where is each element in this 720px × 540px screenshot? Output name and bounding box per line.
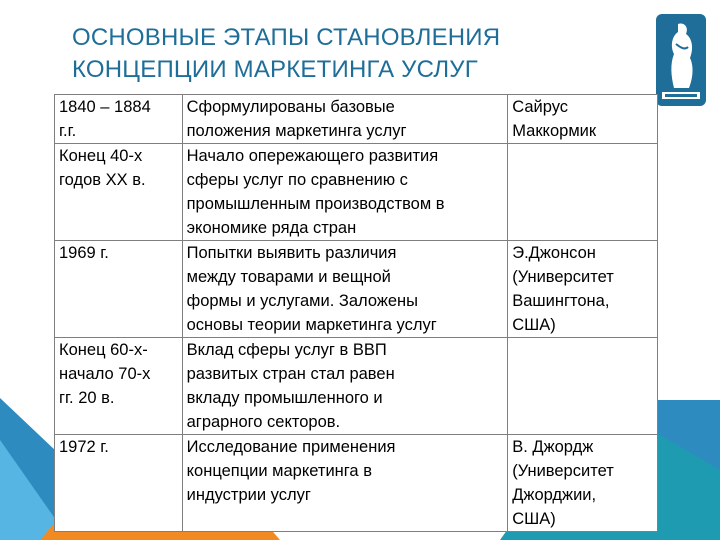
university-emblem-icon — [656, 14, 706, 106]
person-cell: В. Джордж (Университет Джорджии, США) — [508, 435, 658, 532]
period-cell: Конец 40-х годов XX в. — [55, 144, 183, 241]
event-cell: Исследование применения концепции маркетинга в индустрии услуг — [182, 435, 508, 532]
event-cell: Попытки выявить различия между товарами и вещной формы и услугами. Заложены основы теории маркетинга услуг — [182, 241, 508, 338]
person-cell: Э.Джонсон (Университет Вашингтона, США) — [508, 241, 658, 338]
period-cell: 1969 г. — [55, 241, 183, 338]
table-row — [55, 435, 658, 532]
person-cell — [508, 144, 658, 241]
event-cell: Начало опережающего развития сферы услуг по сравнению с промышленным производством в экономике ряда стран — [182, 144, 508, 241]
table-row — [55, 144, 658, 241]
period-cell: Конец 60-х- начало 70-х гг. 20 в. — [55, 338, 183, 435]
table-row — [55, 338, 658, 435]
table-row — [55, 95, 658, 144]
period-cell: 1972 г. — [55, 435, 183, 532]
table-row — [55, 241, 658, 338]
person-cell: Сайрус Маккормик — [508, 95, 658, 144]
title-line-2: КОНЦЕПЦИИ МАРКЕТИНГА УСЛУГ — [72, 56, 478, 83]
event-cell: Вклад сферы услуг в ВВП развитых стран стал равен вкладу промышленного и аграрного секторов. — [182, 338, 508, 435]
title-line-1: ОСНОВНЫЕ ЭТАПЫ СТАНОВЛЕНИЯ — [72, 24, 501, 51]
period-cell: 1840 – 1884 г.г. — [55, 95, 183, 144]
slide-title — [72, 22, 532, 86]
event-cell: Сформулированы базовые положения маркетинга услуг — [182, 95, 508, 144]
marketing-stages-table — [54, 94, 658, 532]
person-cell — [508, 338, 658, 435]
